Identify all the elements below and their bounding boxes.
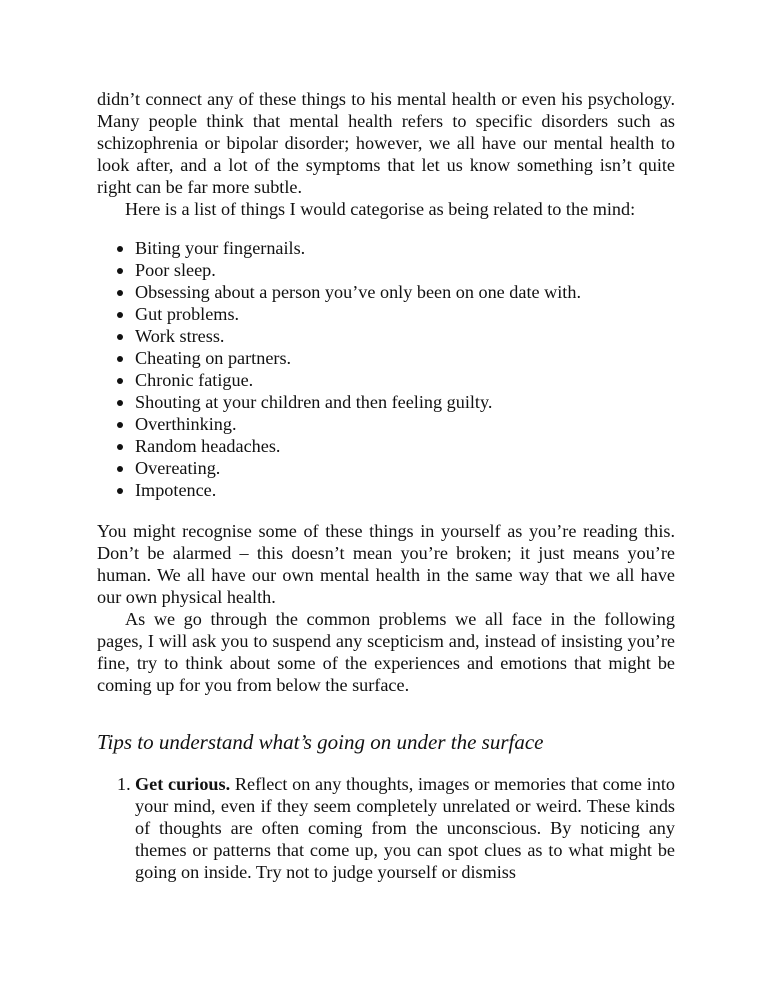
bullet-icon [117, 444, 123, 450]
paragraph-intro: didn’t connect any of these things to his mental health or even his psychology. Many people think that mental health refers to specific disorders such as schizophrenia or bipolar disorder; however, we all have our mental health to look after, and a lot of the symptoms that let us know something isn’t quite right can be far more subtle. [97, 89, 675, 197]
list-item-text: Poor sleep. [135, 260, 216, 280]
bullet-icon [117, 356, 123, 362]
list-item-text: Obsessing about a person you’ve only been on one date with. [135, 282, 582, 302]
paragraph-suspend: As we go through the common problems we all face in the following pages, I will ask you to suspend any scepticism and, instead of insisting you’re fine, try to think about some of the experiences and emotions that might be coming up for you from below the surface. [97, 609, 675, 695]
list-item-text: Chronic fatigue. [135, 370, 254, 390]
list-item-text: Work stress. [135, 326, 225, 346]
bullet-icon [117, 422, 123, 428]
list-item [97, 391, 675, 413]
list-item-text: Random headaches. [135, 436, 281, 456]
tips-list [97, 773, 675, 883]
list-item [97, 413, 675, 435]
tip-item [97, 773, 675, 883]
list-item [97, 457, 675, 479]
list-item-text: Cheating on partners. [135, 348, 292, 368]
paragraph-recognise: You might recognise some of these things in yourself as you’re reading this. Don’t be alarmed – this doesn’t mean you’re broken; it just means you’re human. We all have our own mental health in the same way that we all have our own physical health. [97, 521, 675, 607]
section-heading: Tips to understand what’s going on under the surface [97, 730, 544, 754]
bullet-icon [117, 400, 123, 406]
bullet-icon [117, 378, 123, 384]
list-item-text: Biting your fingernails. [135, 238, 306, 258]
bullet-icon [117, 488, 123, 494]
list-item [97, 347, 675, 369]
bullet-icon [117, 466, 123, 472]
paragraph-list-intro: Here is a list of things I would categorise as being related to the mind: [125, 199, 636, 219]
tip-number: 1. [117, 774, 131, 794]
bullet-icon [117, 246, 123, 252]
list-item [97, 325, 675, 347]
book-page [97, 88, 675, 883]
list-item [97, 259, 675, 281]
list-item [97, 369, 675, 391]
list-item [97, 479, 675, 501]
tip-lead: Get curious. [135, 774, 231, 794]
bullet-icon [117, 268, 123, 274]
list-item-text: Shouting at your children and then feeling guilty. [135, 392, 493, 412]
list-item-text: Overeating. [135, 458, 221, 478]
list-item-text: Gut problems. [135, 304, 240, 324]
bullet-icon [117, 290, 123, 296]
list-item-text: Overthinking. [135, 414, 237, 434]
list-item-text: Impotence. [135, 480, 217, 500]
tip-text: Reflect on any thoughts, images or memories that come into your mind, even if they seem completely unrelated or weird. These kinds of thoughts are often coming from the unconscious. By noticing any themes or patterns that come up, you can spot clues as to what might be going on inside. Try not to judge yourself or dismiss [135, 774, 675, 882]
bullet-icon [117, 334, 123, 340]
list-item [97, 303, 675, 325]
list-item [97, 281, 675, 303]
list-item [97, 237, 675, 259]
list-item [97, 435, 675, 457]
symptom-list [97, 237, 675, 501]
bullet-icon [117, 312, 123, 318]
